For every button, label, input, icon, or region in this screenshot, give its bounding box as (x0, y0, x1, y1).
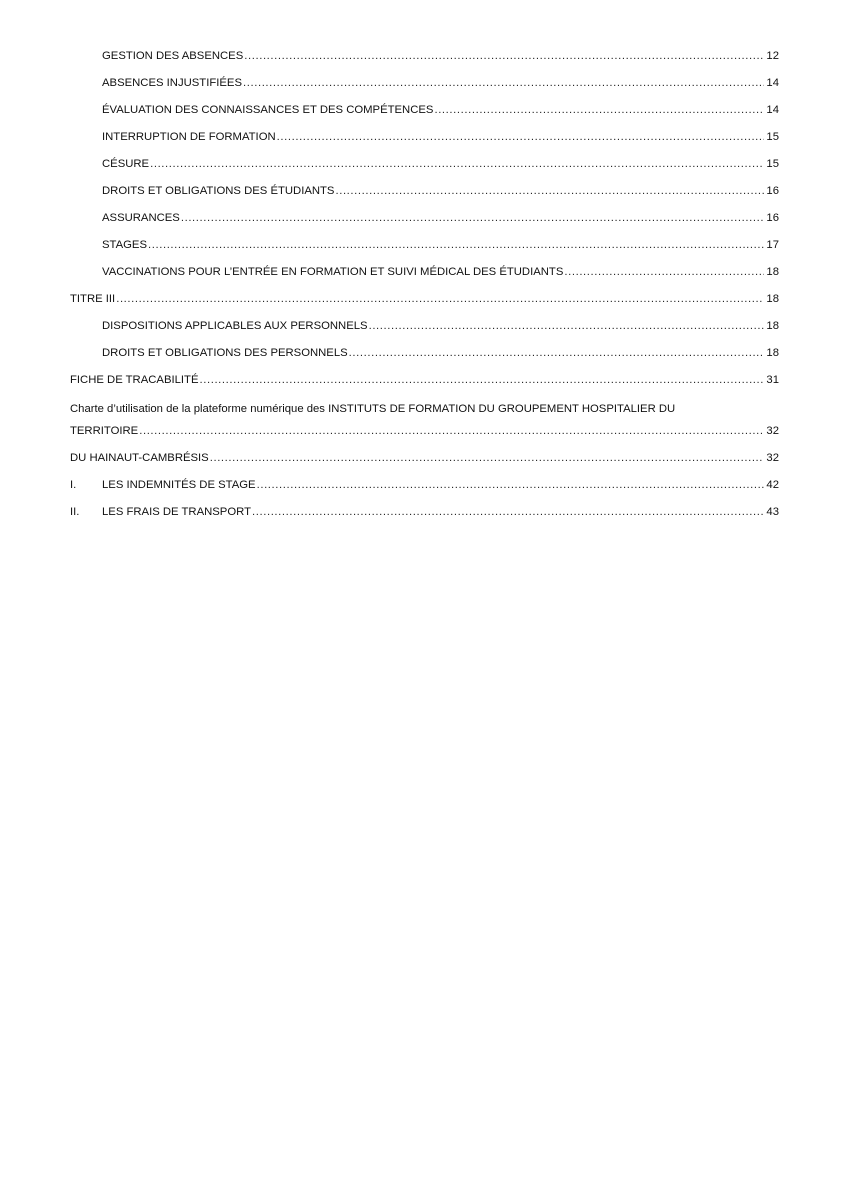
dot-leader (277, 131, 764, 143)
toc-entry-page: 15 (766, 131, 779, 143)
toc-entry-titre-iii[interactable] (70, 293, 779, 320)
toc-entry-label: DU HAINAUT-CAMBRÉSIS (70, 452, 209, 464)
dot-leader (369, 320, 764, 332)
toc-entry-label: GESTION DES ABSENCES (102, 50, 244, 62)
toc-entry-fiche-de-tracabilite[interactable] (70, 374, 779, 401)
toc-entry-label: DROITS ET OBLIGATIONS DES PERSONNELS (102, 347, 348, 359)
toc-entry-label: DROITS ET OBLIGATIONS DES ÉTUDIANTS (102, 185, 335, 197)
dot-leader (244, 50, 764, 62)
toc-entry-indemnites-de-stage[interactable] (70, 479, 779, 506)
toc-entry-page: 14 (766, 104, 779, 116)
toc-entry-frais-de-transport[interactable] (70, 506, 779, 533)
dot-leader (148, 239, 764, 251)
toc-entry-page: 18 (766, 266, 779, 278)
toc-entry-page: 16 (766, 212, 779, 224)
toc-entry-interruption-de-formation[interactable] (70, 131, 779, 158)
toc-entry-hainaut-cambresis[interactable] (70, 452, 779, 479)
toc-entry-absences-injustifiees[interactable] (70, 77, 779, 104)
dot-leader (243, 77, 764, 89)
toc-entry-label: TITRE III (70, 293, 116, 305)
toc-entry-label-line1: Charte d’utilisation de la plateforme numérique des INSTITUTS DE FORMATION DU GROUPEMENT HOSPITALIER DU (70, 403, 676, 415)
toc-entry-charte-utilisation[interactable] (70, 401, 779, 452)
toc-entry-page: 14 (766, 77, 779, 89)
toc-entry-cesure[interactable] (70, 158, 779, 185)
toc-entry-droits-obligations-etudiants[interactable] (70, 185, 779, 212)
dot-leader (335, 185, 764, 197)
toc-entry-label: ÉVALUATION DES CONNAISSANCES ET DES COMPÉTENCES (102, 104, 434, 116)
toc-entry-page: 18 (766, 293, 779, 305)
toc-entry-label: ASSURANCES (102, 212, 180, 224)
toc-entry-label: LES INDEMNITÉS DE STAGE (102, 479, 256, 491)
dot-leader (199, 374, 764, 386)
toc-entry-label: INTERRUPTION DE FORMATION (102, 131, 276, 143)
dot-leader (139, 425, 764, 437)
dot-leader (257, 479, 764, 491)
dot-leader (252, 506, 764, 518)
toc-entry-page: 43 (766, 506, 779, 518)
dot-leader (210, 452, 764, 464)
toc-entry-page: 15 (766, 158, 779, 170)
toc-entry-label: STAGES (102, 239, 147, 251)
dot-leader (564, 266, 764, 278)
toc-entry-page: 16 (766, 185, 779, 197)
toc-entry-second-line (70, 425, 779, 452)
toc-entry-page: 32 (766, 425, 779, 437)
toc-entry-gestion-des-absences[interactable] (70, 50, 779, 77)
toc-entry-vaccinations[interactable] (70, 266, 779, 293)
toc-entry-label: ABSENCES INJUSTIFIÉES (102, 77, 242, 89)
toc-entry-evaluation[interactable] (70, 104, 779, 131)
dot-leader (434, 104, 764, 116)
toc-entry-page: 12 (766, 50, 779, 62)
toc-entry-number: II. (70, 506, 80, 518)
toc-entry-page: 18 (766, 347, 779, 359)
toc-entry-dispositions-personnels[interactable] (70, 320, 779, 347)
toc-entry-page: 32 (766, 452, 779, 464)
dot-leader (349, 347, 764, 359)
toc-entry-page: 17 (766, 239, 779, 251)
toc-entry-label-line2: TERRITOIRE (70, 425, 139, 437)
dot-leader (116, 293, 764, 305)
dot-leader (181, 212, 764, 224)
toc-entry-assurances[interactable] (70, 212, 779, 239)
toc-entry-label: DISPOSITIONS APPLICABLES AUX PERSONNELS (102, 320, 368, 332)
table-of-contents (70, 50, 779, 533)
toc-entry-stages[interactable] (70, 239, 779, 266)
toc-entry-number: I. (70, 479, 77, 491)
toc-entry-page: 42 (766, 479, 779, 491)
toc-entry-label: VACCINATIONS POUR L’ENTRÉE EN FORMATION ET SUIVI MÉDICAL DES ÉTUDIANTS (102, 266, 564, 278)
toc-entry-label: CÉSURE (102, 158, 150, 170)
toc-entry-label: LES FRAIS DE TRANSPORT (102, 506, 251, 518)
toc-entry-page: 18 (766, 320, 779, 332)
toc-entry-page: 31 (766, 374, 779, 386)
toc-entry-droits-obligations-personnels[interactable] (70, 347, 779, 374)
toc-entry-label: FICHE DE TRACABILITÉ (70, 374, 199, 386)
dot-leader (150, 158, 764, 170)
